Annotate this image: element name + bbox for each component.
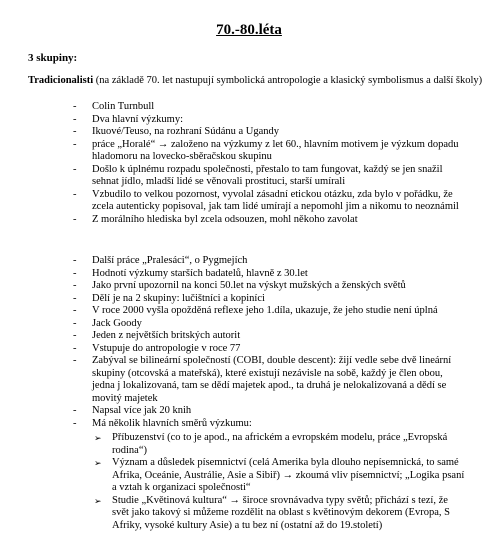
list-item-text: Napsal více jak 20 knih: [92, 405, 192, 416]
sub-list: [92, 432, 467, 532]
dash-bullet-icon: -: [73, 188, 77, 200]
bullet-list-a: [0, 101, 467, 226]
list-item-text: Z morálního hlediska byl zcela odsouzen, mohl někoho zavolat: [92, 213, 358, 225]
dash-bullet-icon: -: [73, 213, 77, 225]
dash-bullet-icon: -: [73, 280, 77, 291]
list-item-text: Colin Turnbull: [92, 101, 155, 112]
dash-bullet-icon: -: [73, 126, 77, 137]
dash-bullet-icon: -: [73, 355, 77, 366]
list-item-text: Hodnotí výzkumy starších badatelů, hlavně z 30.let: [92, 267, 308, 279]
list-item-text: Ikuové/Teuso, na rozhraní Súdánu a Ugandy: [92, 126, 280, 137]
list-item-text: Jeden z největších britských autorit: [92, 330, 241, 341]
list-item: [0, 114, 467, 127]
intro-text: (na základě 70. let nastupují symbolická antropologie a klasický symbolismus a další školy): [93, 75, 483, 86]
list-item-text: Další práce „Pralesáci“, o Pygmejích: [92, 255, 248, 266]
list-item-text: Došlo k úplnému rozpadu společnosti, přestalo to tam fungovat, každý se jen snažil sehnat jídlo, mladší lidé se věnovali prostituci, starší umírali: [92, 163, 443, 187]
intro-bold: Tradicionalisti: [28, 75, 94, 86]
sub-list-item: [92, 432, 467, 457]
arrow-bullet-icon: ➢: [94, 458, 102, 468]
sub-list-item: [92, 495, 467, 533]
list-item: [0, 126, 467, 139]
list-item: [0, 330, 467, 343]
dash-bullet-icon: -: [73, 113, 77, 125]
list-item: [0, 293, 467, 306]
list-item: [0, 318, 467, 331]
list-item-text: Jako první upozornil na konci 50.let na výskyt mužských a ženských světů: [92, 280, 406, 291]
list-item: [0, 268, 467, 281]
dash-bullet-icon: -: [73, 292, 77, 304]
dash-bullet-icon: -: [73, 138, 77, 150]
dash-bullet-icon: -: [73, 267, 77, 279]
list-item: [0, 405, 467, 418]
page-title: 70.-80.léta: [216, 22, 282, 38]
sub-list-item: [92, 457, 467, 495]
list-item: [0, 418, 467, 533]
section-heading: 3 skupiny:: [28, 52, 78, 64]
arrow-bullet-icon: ➢: [94, 433, 102, 443]
list-item-text: V roce 2000 vyšla opožděná reflexe jeho 1.díla, ukazuje, že jeho studie není úplná: [92, 305, 438, 316]
list-item-text: práce „Horalé“ → založeno na výzkumy z let 60., hlavním motivem je výzkum dopadu hladomoru na lovecko-sběračskou skupinu: [92, 138, 459, 162]
list-item-text: Vzbudilo to velkou pozornost, vyvolal zásadní etickou otázku, zda bylo v pořádku, že zcela autenticky popisoval, jak tam lidé umírají a nepomohl jim a nikomu to neoznámil: [92, 188, 459, 212]
list-item: [0, 343, 467, 356]
arrow-bullet-icon: ➢: [94, 495, 102, 506]
dash-bullet-icon: -: [73, 305, 77, 316]
dash-bullet-icon: -: [73, 317, 77, 329]
intro-paragraph: [28, 75, 483, 88]
list-item-text: Zabýval se bilineární společností (COBI, double descent): žijí vedle sebe dvě lineární skupiny (otcovská a mateřská), které existují nezávisle na sobě, každý je člen obou, jedna j lokalizovaná, tam se dědí majetek apod., ta druhá je nelokalizovaná a dědí se movitý majetek: [92, 355, 452, 404]
dash-bullet-icon: -: [73, 163, 77, 175]
list-item: [0, 139, 467, 164]
list-item: [0, 164, 467, 189]
list-item-text: Dělí je na 2 skupiny: lučištníci a kopiníci: [92, 292, 265, 304]
list-item-text: Jack Goody: [92, 317, 142, 329]
list-item: [0, 255, 467, 268]
list-item: [0, 101, 467, 114]
dash-bullet-icon: -: [73, 405, 77, 416]
sub-list-item-text: Příbuzenství (co to je apod., na africkém a evropském modelu, práce „Evropská rodina“): [112, 432, 448, 456]
sub-list-item-text: Význam a důsledek písemnictví (celá Amerika byla dlouho nepísemnická, to samé Afrika, Oceánie, Austrálie, Asie a Sibiř) → zkoumá vliv písemnictví; „Logika psaní a vztah k organizaci společnosti“: [112, 457, 465, 493]
list-item-text: Má několik hlavních směrů výzkumu:: [92, 417, 252, 429]
bullet-list-b: [0, 255, 467, 532]
list-item: [0, 214, 467, 227]
list-item-text: Dva hlavní výzkumy:: [92, 113, 183, 125]
dash-bullet-icon: -: [73, 101, 77, 112]
list-item: [0, 280, 467, 293]
dash-bullet-icon: -: [73, 330, 77, 341]
dash-bullet-icon: -: [73, 342, 77, 354]
list-item: [0, 305, 467, 318]
dash-bullet-icon: -: [73, 255, 77, 266]
sub-list-item-text: Studie „Květinová kultura“ → široce srovnávadva typy světů; přichází s tezí, že svět jako takový si můžeme rozdělit na oblast s květinovým dekorem (Evropa, S Afriky, vysoké kultury Asie) a tu bez ní (ostatní až do 19.století): [112, 494, 450, 531]
list-item: [0, 189, 467, 214]
dash-bullet-icon: -: [73, 417, 77, 429]
list-item-text: Vstupuje do antropologie v roce 77: [92, 342, 241, 354]
list-item: [0, 355, 467, 405]
